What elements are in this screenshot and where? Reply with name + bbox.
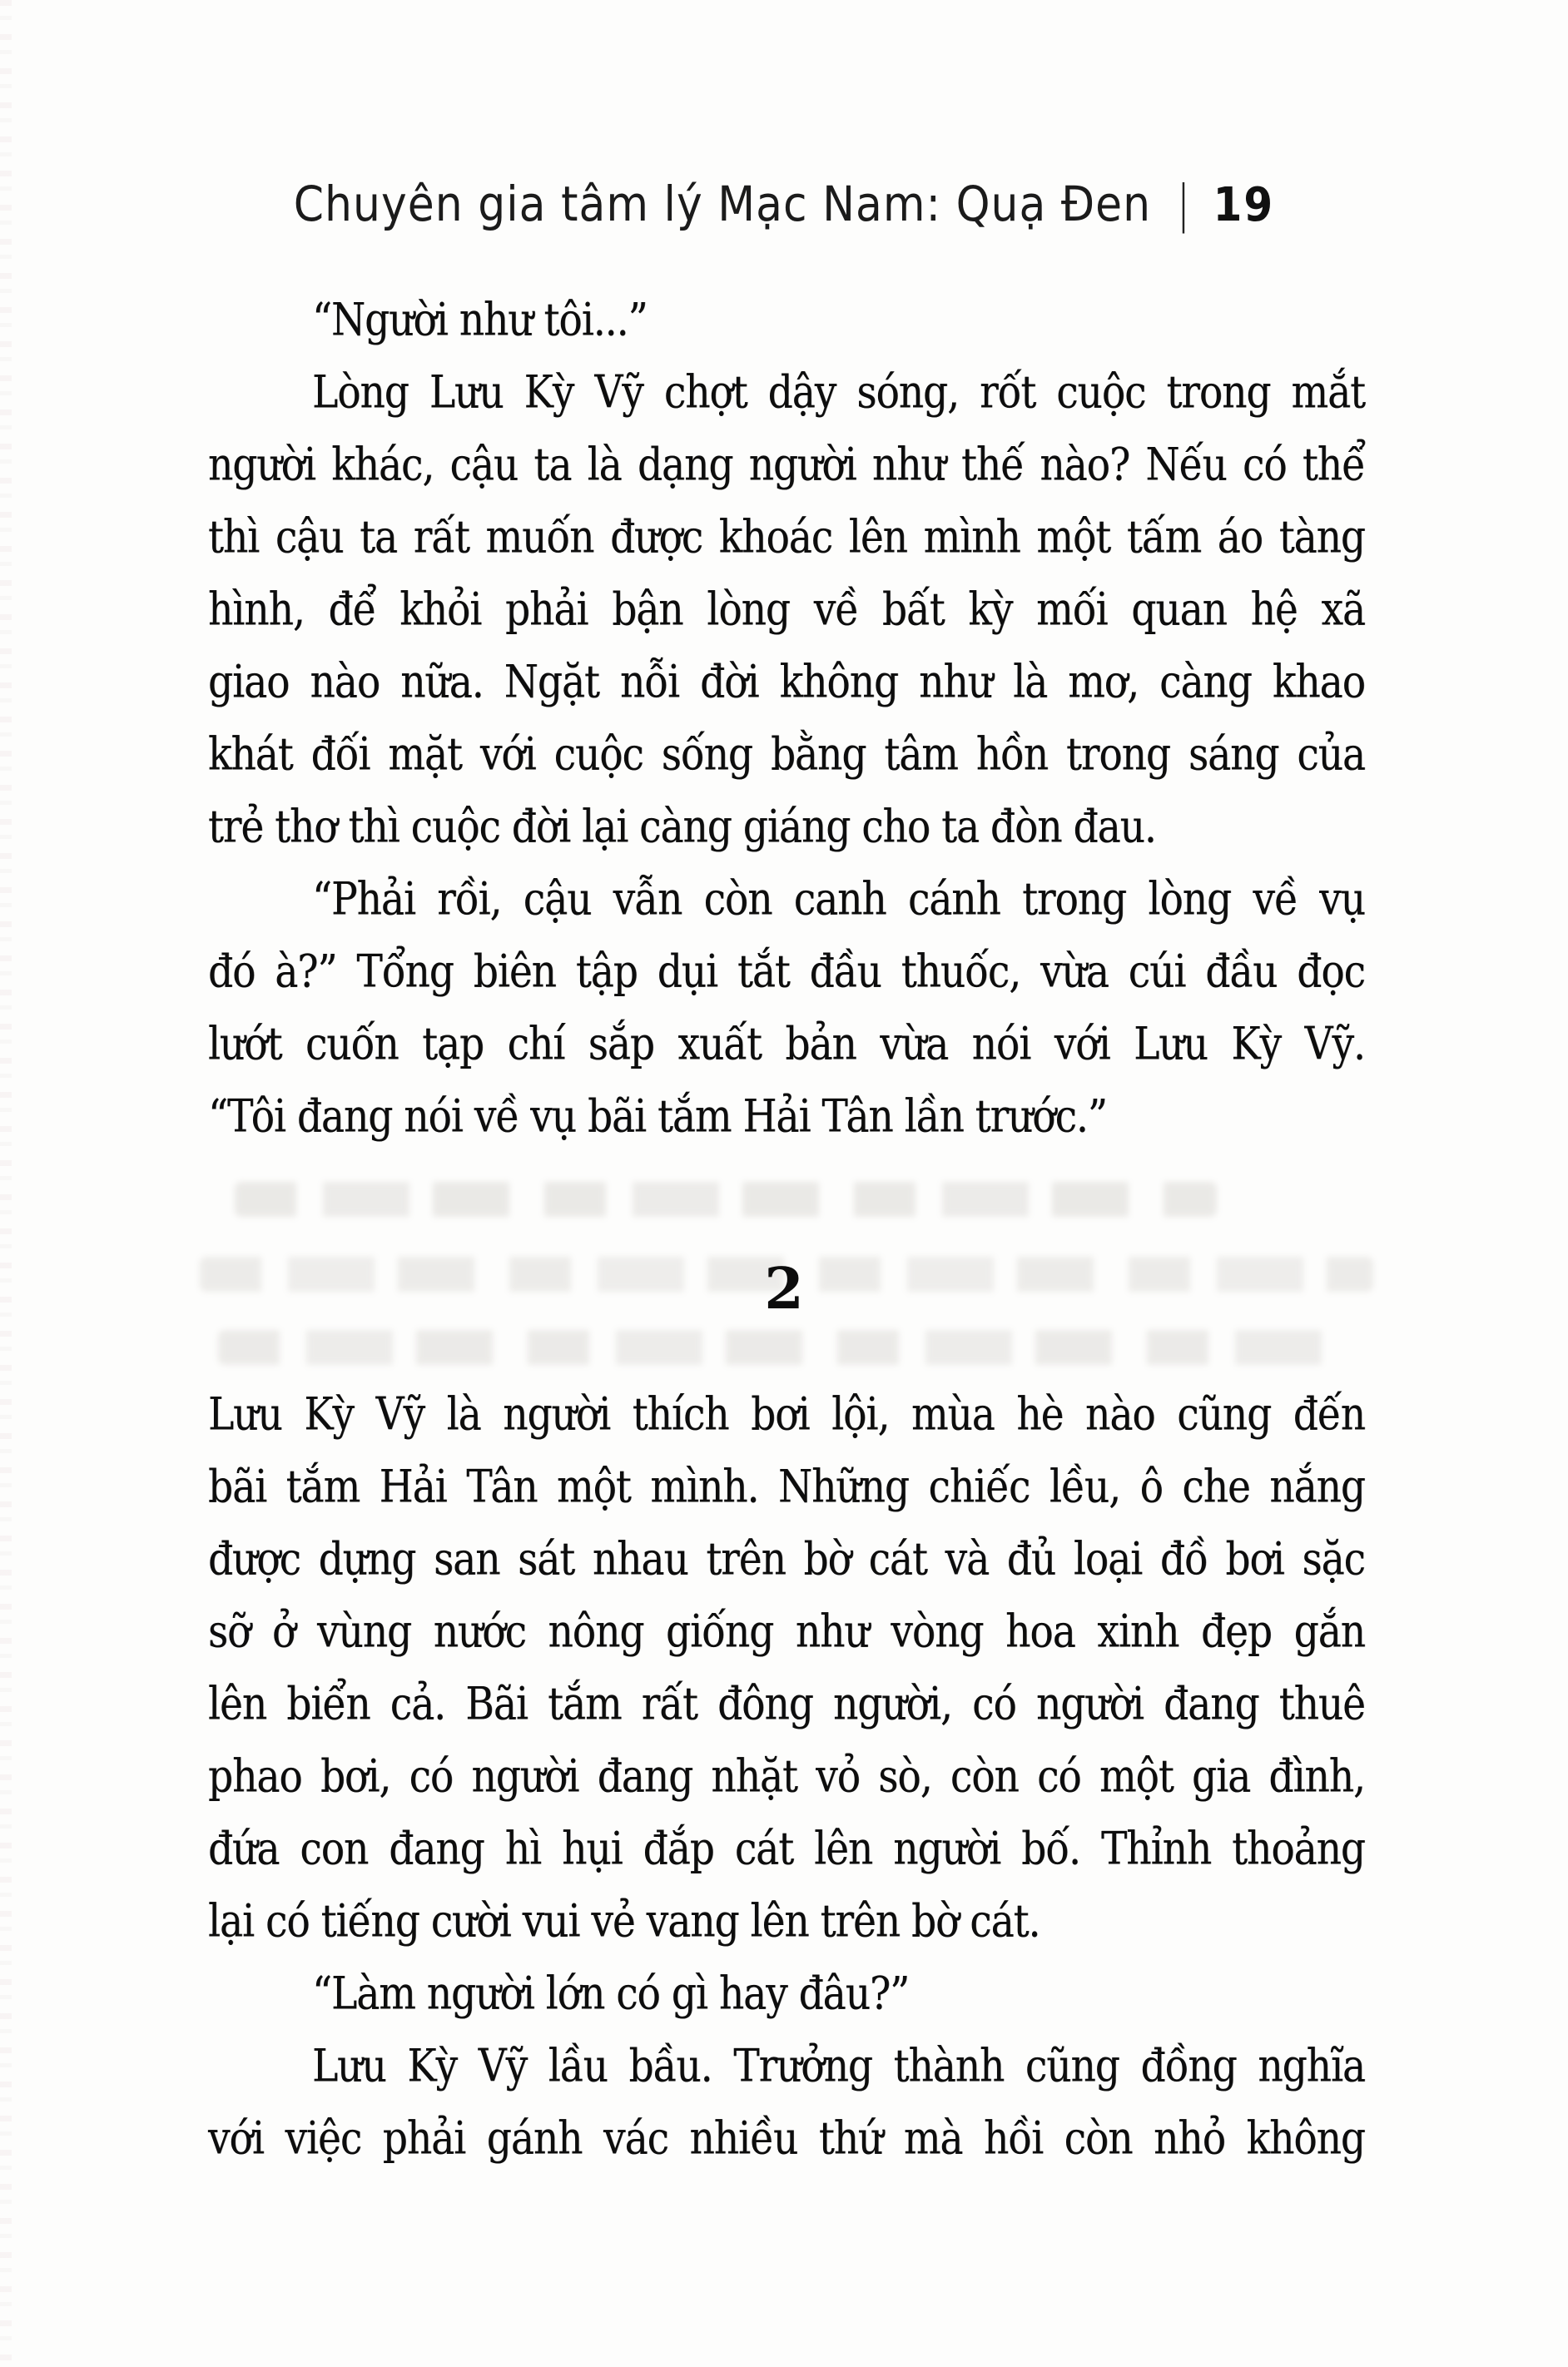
text-line: đó à?” Tổng biên tập dụi tắt đầu thuốc, vừa cúi đầu đọc: [208, 945, 1365, 999]
text-line: trẻ thơ thì cuộc đời lại càng giáng cho ta đòn đau.: [208, 800, 1156, 854]
header-separator: |: [1176, 175, 1192, 235]
page-number: 19: [1213, 177, 1275, 232]
text-line: Lưu Kỳ Vỹ lầu bầu. Trưởng thành cũng đồng nghĩa: [312, 2039, 1365, 2093]
text-line: hình, để khỏi phải bận lòng về bất kỳ mối quan hệ xã: [208, 583, 1365, 637]
bleed-through-line: [235, 1182, 1217, 1217]
text-line: thì cậu ta rất muốn được khoác lên mình một tấm áo tàng: [208, 510, 1365, 564]
text-line: Lưu Kỳ Vỹ là người thích bơi lội, mùa hè nào cũng đến: [208, 1387, 1365, 1442]
running-header-title: Chuyên gia tâm lý Mạc Nam: Quạ Đen: [293, 176, 1152, 233]
text-line: lên biển cả. Bãi tắm rất đông người, có người đang thuê: [208, 1677, 1365, 1731]
text-line: đứa con đang hì hụi đắp cát lên người bố. Thỉnh thoảng: [208, 1822, 1365, 1876]
body-text-section-1: [208, 284, 1365, 1153]
text-line: với việc phải gánh vác nhiều thứ mà hồi còn nhỏ không: [208, 2111, 1365, 2166]
text-line: “Tôi đang nói về vụ bãi tắm Hải Tân lần trước.”: [208, 1089, 1107, 1144]
text-line: người khác, cậu ta là dạng người như thế nào? Nếu có thể: [208, 438, 1365, 492]
text-line: lại có tiếng cười vui vẻ vang lên trên bờ cát.: [208, 1894, 1040, 1948]
text-line: được dựng san sát nhau trên bờ cát và đủ loại đồ bơi sặc: [208, 1532, 1365, 1586]
text-line: khát đối mặt với cuộc sống bằng tâm hồn trong sáng của: [208, 727, 1365, 782]
text-line: giao nào nữa. Ngặt nỗi đời không như là mơ, càng khao: [208, 655, 1365, 709]
text-line: bãi tắm Hải Tân một mình. Những chiếc lều, ô che nắng: [208, 1460, 1365, 1514]
bleed-through-line: [218, 1330, 1325, 1365]
text-line: “Làm người lớn có gì hay đâu?”: [312, 1967, 910, 2021]
text-line: lướt cuốn tạp chí sắp xuất bản vừa nói với Lưu Kỳ Vỹ.: [208, 1017, 1365, 1071]
text-line: sỡ ở vùng nước nông giống như vòng hoa xinh đẹp gắn: [208, 1605, 1365, 1659]
text-line: phao bơi, có người đang nhặt vỏ sò, còn có một gia đình,: [208, 1749, 1365, 1804]
chapter-number-heading: 2: [764, 1256, 804, 1322]
running-header: [0, 175, 1568, 235]
text-line: Lòng Lưu Kỳ Vỹ chợt dậy sóng, rốt cuộc trong mắt: [312, 365, 1365, 419]
text-line: “Người như tôi...”: [312, 293, 648, 347]
body-text-section-2: [208, 1378, 1365, 2175]
text-line: “Phải rồi, cậu vẫn còn canh cánh trong lòng về vụ: [312, 872, 1365, 926]
